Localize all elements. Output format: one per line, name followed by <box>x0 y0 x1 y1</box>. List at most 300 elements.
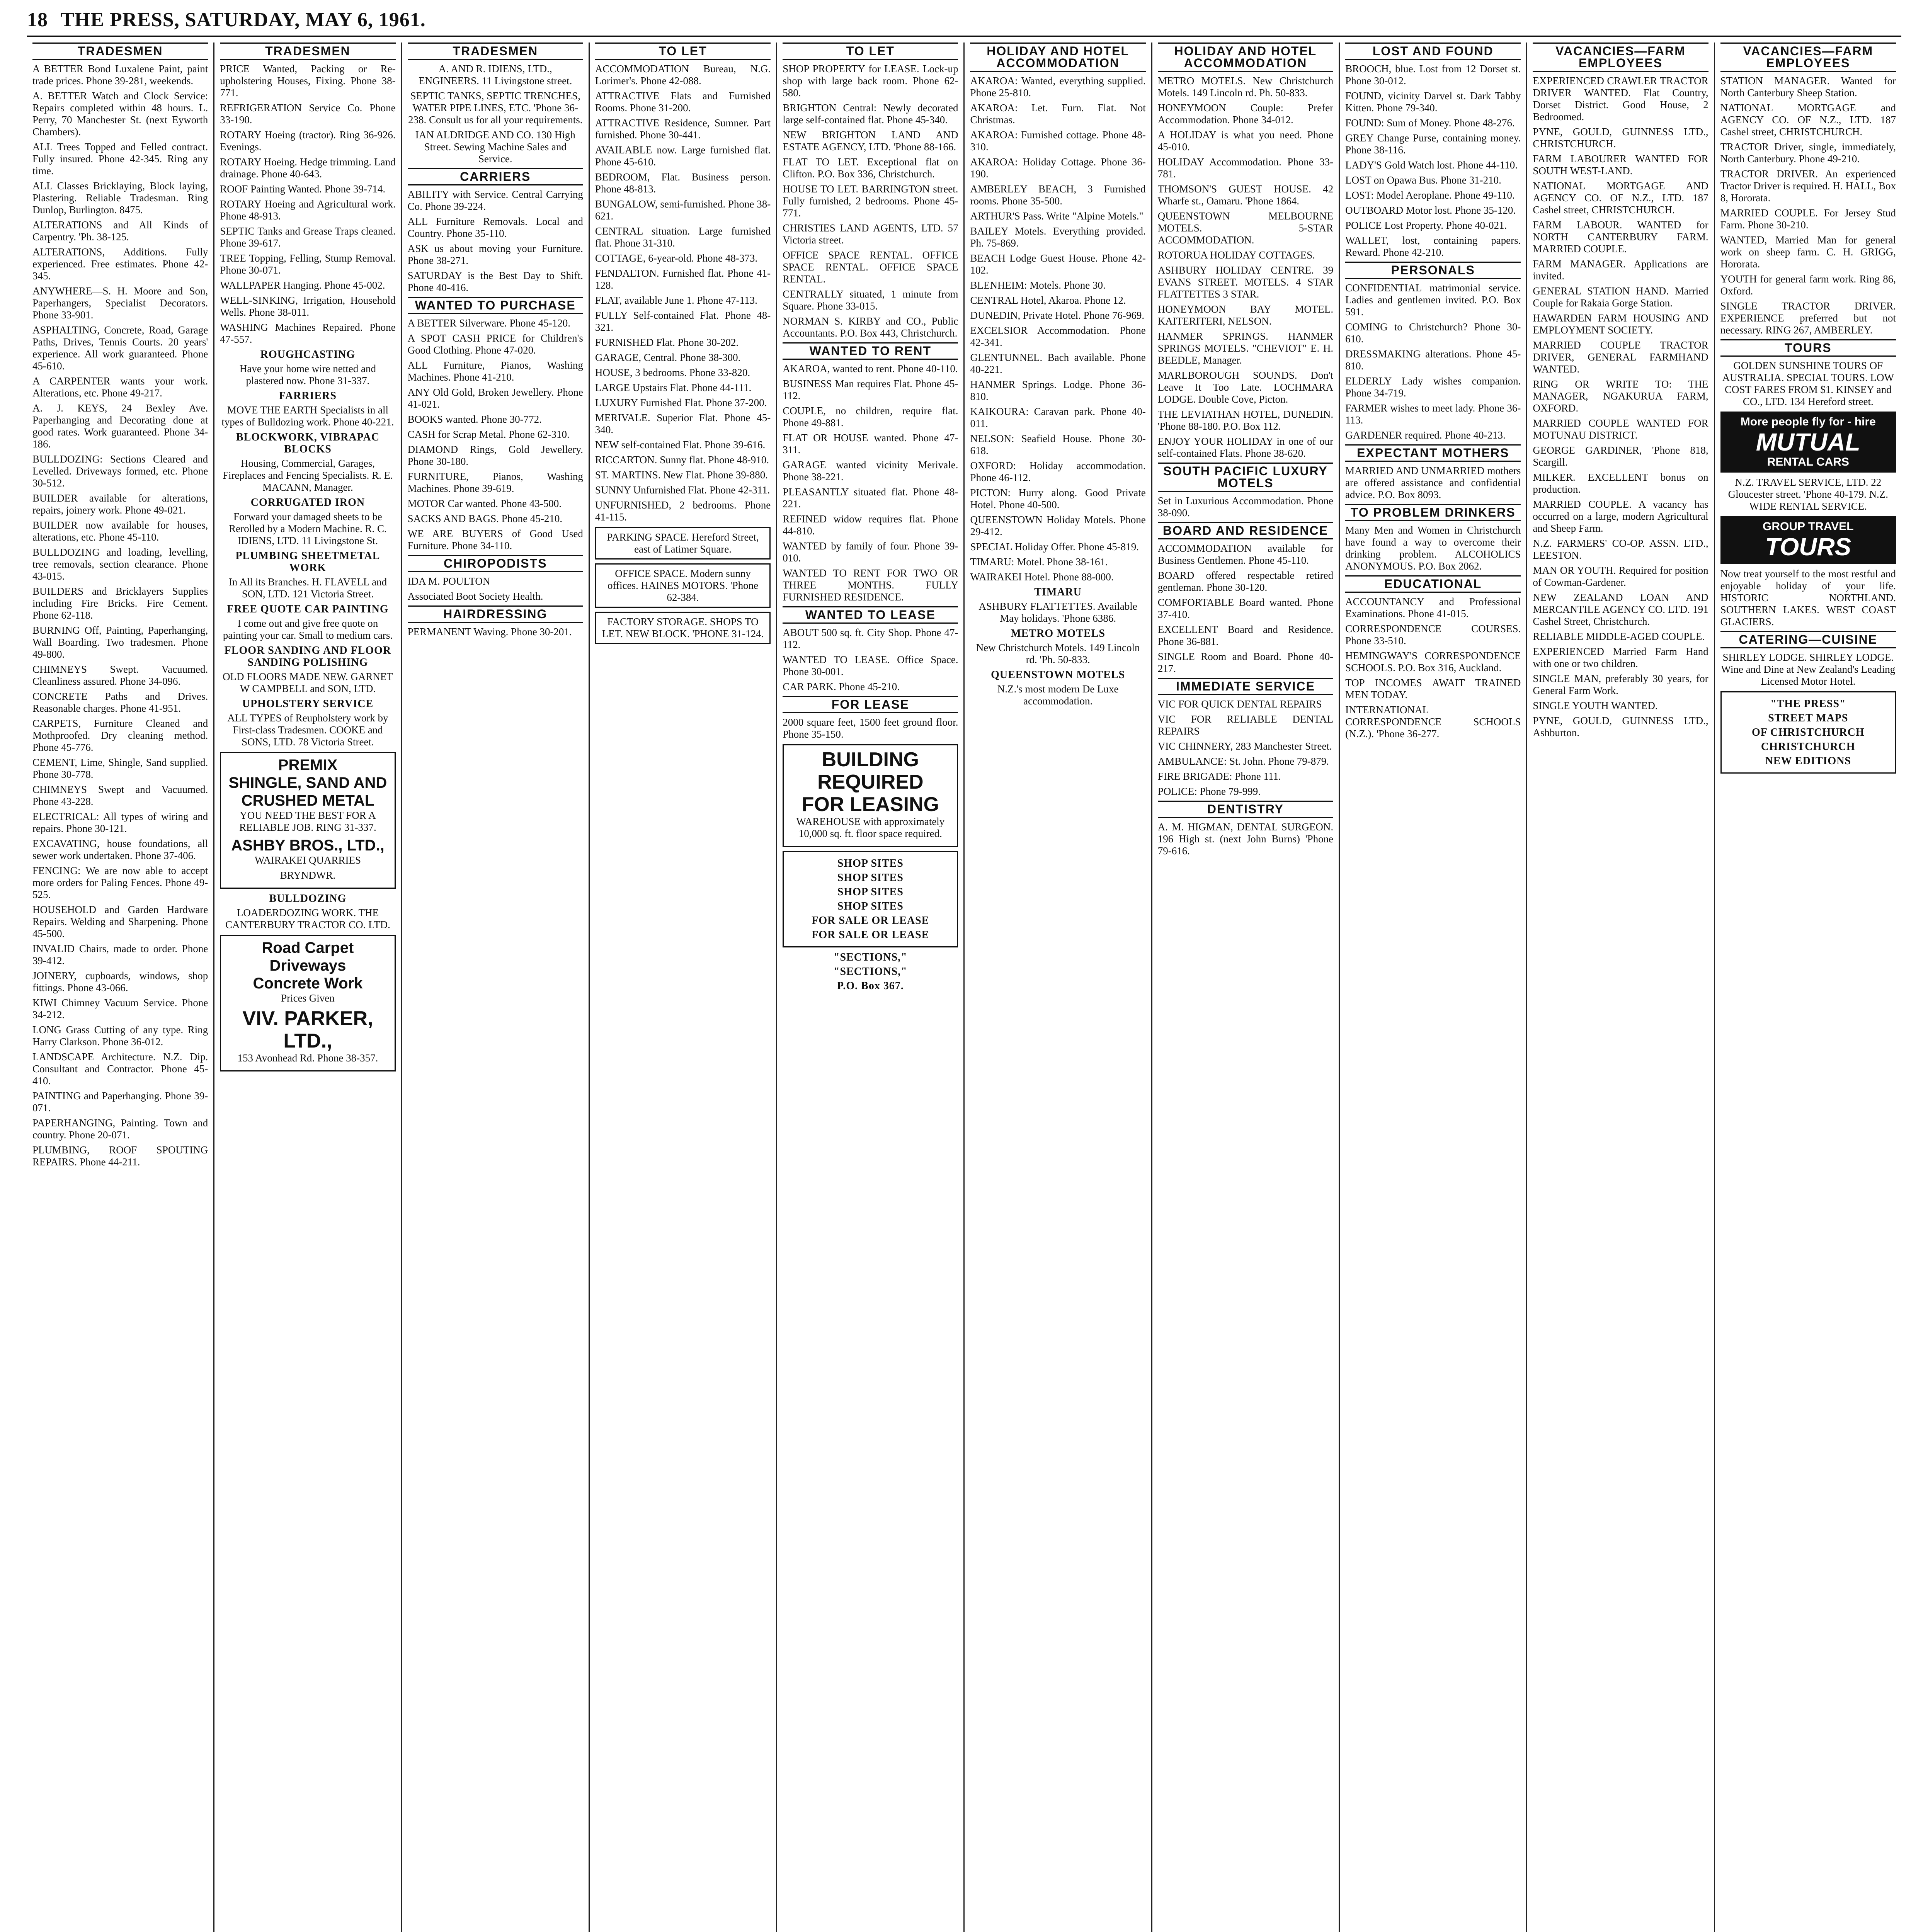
classified-ad: METRO MOTELS. New Christchurch Motels. 149 Lincoln rd. Ph. 50-833. <box>1157 75 1334 99</box>
classified-ad: NEW ZEALAND LOAN AND MERCANTILE AGENCY CO. LTD. 191 Cashel Street, Christchurch. <box>1533 592 1708 627</box>
section-heading: TO PROBLEM DRINKERS <box>1345 504 1521 521</box>
classified-ad: HONEYMOON BAY MOTEL. KAITERITERI, NELSON. <box>1157 303 1334 327</box>
classified-ad: TOP INCOMES AWAIT TRAINED MEN TODAY. <box>1345 677 1521 701</box>
classified-ad: TIMARU: Motel. Phone 38-161. <box>970 556 1108 568</box>
column-4 <box>590 43 777 1932</box>
display-ad-parking: PARKING SPACE. Hereford Street, east of Latimer Square. <box>595 527 771 560</box>
block-ad-body: N.Z.'s most modern De Luxe accommodation. <box>997 683 1119 707</box>
sub-heading: METRO MOTELS <box>1011 628 1105 639</box>
block-ad-body: Housing, Commercial, Garages, Fireplaces and Fencing Specialists. R. E. MACANN, Manager. <box>222 457 393 493</box>
classified-ad: SINGLE TRACTOR DRIVER. EXPERIENCE preferred but not necessary. RING 267, AMBERLEY. <box>1720 300 1896 336</box>
classified-ad: BUILDER now available for houses, alterations, etc. Phone 45-110. <box>32 519 208 543</box>
classified-ad: ALL Furniture Removals. Local and Country. Phone 35-110. <box>407 216 583 239</box>
column-9 <box>1527 43 1715 1932</box>
display-ad-building-required <box>783 744 958 847</box>
classified-ad: CHIMNEYS Swept and Vacuumed. Phone 43-228. <box>32 784 208 807</box>
classified-ad: PICTON: Hurry along. Good Private Hotel. Phone 40-500. <box>970 487 1146 510</box>
classified-ad: SINGLE MAN, preferably 30 years, for General Farm Work. <box>1533 673 1708 696</box>
classified-ad: WALLPAPER Hanging. Phone 45-002. <box>220 279 385 291</box>
classified-ad: RICCARTON. Sunny flat. Phone 48-910. <box>595 454 769 466</box>
classified-ad: ANY Old Gold, Broken Jewellery. Phone 41-021. <box>407 386 583 410</box>
column-6 <box>965 43 1152 1932</box>
classified-ad: FURNITURE, Pianos, Washing Machines. Phone 39-619. <box>407 471 583 494</box>
block-ad-body: LOADERDOZING WORK. THE CANTERBURY TRACTOR CO. LTD. <box>225 907 390 930</box>
classified-ad: AMBERLEY BEACH, 3 Furnished rooms. Phone 35-500. <box>970 183 1146 207</box>
classified-ad: PYNE, GOULD, GUINNESS LTD., CHRISTCHURCH. <box>1533 126 1708 150</box>
display-line: PREMIX <box>278 757 338 774</box>
classified-ad: BURNING Off, Painting, Paperhanging, Wall Boarding. Two tradesmen. Phone 49-800. <box>32 624 208 660</box>
classified-ad: ALTERATIONS and All Kinds of Carpentry. 'Ph. 38-125. <box>32 219 208 243</box>
classified-ad: FARM MANAGER. Applications are invited. <box>1533 258 1708 282</box>
classified-ad: MARRIED COUPLE. A vacancy has occurred on a large, modern Agricultural and Sheep Farm. <box>1533 498 1708 534</box>
street-maps-ad <box>1720 691 1896 774</box>
classified-ad: Many Men and Women in Christchurch have found a way to overcome their drinking problem. ALCOHOLICS ANONYMOUS. P.O. Box 2062. <box>1345 524 1521 572</box>
classified-ad: DUNEDIN, Private Hotel. Phone 76-969. <box>970 310 1145 321</box>
classified-ad: NORMAN S. KIRBY and CO., Public Accountants. P.O. Box 443, Christchurch. <box>783 315 958 339</box>
group-travel-logo <box>1720 516 1896 564</box>
section-heading: HAIRDRESSING <box>408 605 583 623</box>
classified-ad: MILKER. EXCELLENT bonus on production. <box>1533 471 1708 495</box>
column-10 <box>1715 43 1901 1932</box>
section-heading: LOST AND FOUND <box>1345 43 1521 60</box>
section-heading: CARRIERS <box>408 168 583 185</box>
display-line: NEW EDITIONS <box>1765 755 1851 767</box>
classified-ad: N.Z. FARMERS' CO-OP. ASSN. LTD., LEESTON. <box>1533 537 1708 561</box>
section-heading: TO LET <box>783 43 958 60</box>
classified-ad: LADY'S Gold Watch lost. Phone 44-110. <box>1345 159 1518 171</box>
classified-ad: BULLDOZING: Sections Cleared and Levelled. Driveways formed, etc. Phone 30-512. <box>32 453 208 489</box>
classified-ad: BULLDOZING and loading, levelling, tree removals, section clearance. Phone 43-015. <box>32 546 208 582</box>
classified-ad: BEACH Lodge Guest House. Phone 42-102. <box>970 252 1146 276</box>
section-heading: CHIROPODISTS <box>408 555 583 572</box>
classified-ad: ASPHALTING, Concrete, Road, Garage Paths, Drives, Tennis Courts. 20 years' experience. All work guaranteed. Phone 45-610. <box>32 324 208 372</box>
sub-heading: BLOCKWORK, VIBRAPAC BLOCKS <box>236 431 379 455</box>
classified-ad: IDA M. POULTON <box>407 575 490 587</box>
classified-ad: ABILITY with Service. Central Carrying Co. Phone 39-224. <box>407 189 583 212</box>
classified-ad: BOARD offered respectable retired gentleman. Phone 30-120. <box>1157 570 1334 593</box>
display-small: Prices Given <box>281 992 335 1004</box>
classified-ad: CONCRETE Paths and Drives. Reasonable charges. Phone 41-951. <box>32 690 208 714</box>
classified-ad: ANYWHERE—S. H. Moore and Son, Paperhangers, Specialist Decorators. Phone 33-901. <box>32 285 208 321</box>
page-number: 18 <box>27 9 48 31</box>
section-heading: PERSONALS <box>1345 262 1521 279</box>
classified-ad: COMFORTABLE Board wanted. Phone 37-410. <box>1157 597 1334 620</box>
classified-ad: A. BETTER Watch and Clock Service: Repairs completed within 48 hours. L. Perry, 70 Manchester St. (next Eyworth Chambers). <box>32 90 208 138</box>
classified-ad: NELSON: Seafield House. Phone 30-618. <box>970 433 1146 456</box>
classified-ad: ACCOMMODATION available for Business Gentlemen. Phone 45-110. <box>1157 543 1334 566</box>
mutual-rental-logo <box>1720 412 1896 473</box>
classified-ad: BLENHEIM: Motels. Phone 30. <box>970 279 1106 291</box>
classified-ad: HEMINGWAY'S CORRESPONDENCE SCHOOLS. P.O. Box 316, Auckland. <box>1345 650 1521 673</box>
classified-ad: VIC FOR QUICK DENTAL REPAIRS <box>1157 698 1322 710</box>
classified-ad: LARGE Upstairs Flat. Phone 44-111. <box>595 382 752 393</box>
classified-ad: CAR PARK. Phone 45-210. <box>783 681 900 692</box>
sub-heading: ROUGHCASTING <box>260 349 356 361</box>
classified-ad: FLAT OR HOUSE wanted. Phone 47-311. <box>783 432 958 456</box>
classified-ad: ASHBURY HOLIDAY CENTRE. 39 EVANS STREET. MOTELS. 4 STAR FLATTETTES 3 STAR. <box>1157 264 1334 300</box>
classified-ad: CORRESPONDENCE COURSES. Phone 33-510. <box>1345 623 1521 646</box>
classified-ad: WELL-SINKING, Irrigation, Household Wells. Phone 38-011. <box>220 294 396 318</box>
classified-ad: BUNGALOW, semi-furnished. Phone 38-621. <box>595 198 771 222</box>
logo-line: GROUP TRAVEL <box>1763 520 1854 533</box>
display-line: OF CHRISTCHURCH <box>1751 726 1865 738</box>
classified-ad: FARM LABOUR. WANTED for NORTH CANTERBURY FARM. MARRIED COUPLE. <box>1533 219 1708 255</box>
display-line: LTD., <box>283 1030 332 1052</box>
classified-ad: DIAMOND Rings, Gold Jewellery. Phone 30-180. <box>407 444 583 467</box>
classified-ad: BUILDERS and Bricklayers Supplies including Fire Bricks. Fire Cement. Phone 62-118. <box>32 585 208 621</box>
engineers-ad: SEPTIC TANKS, SEPTIC TRENCHES, WATER PIPE LINES, ETC. 'Phone 36-238. Consult us for all your requirements. <box>408 90 583 126</box>
section-heading: TRADESMEN <box>220 43 395 60</box>
classified-ad: SINGLE Room and Board. Phone 40-217. <box>1157 651 1334 674</box>
classified-ad: Associated Boot Society Health. <box>407 590 543 602</box>
classified-ad: FOUND, vicinity Darvel st. Dark Tabby Kitten. Phone 79-340. <box>1345 90 1521 114</box>
block-ad-body: Forward your damaged sheets to be Rerolled by a Modern Machine. R. C. IDIENS, LTD. 11 Livingstone St. <box>229 511 387 546</box>
section-heading: TRADESMEN <box>32 43 208 60</box>
section-heading: WANTED TO PURCHASE <box>408 297 583 314</box>
page-masthead <box>27 9 1901 37</box>
display-line: SHOP SITES <box>837 857 904 869</box>
section-heading: TRADESMEN <box>408 43 583 60</box>
section-heading: DENTISTRY <box>1158 801 1333 818</box>
classified-ad: MARRIED AND UNMARRIED mothers are offered assistance and confidential advice. P.O. Box 8093. <box>1345 465 1521 500</box>
classified-ad: REFINED widow requires flat. Phone 44-810. <box>783 513 958 537</box>
classified-ad: QUEENSTOWN MELBOURNE MOTELS. 5-STAR ACCOMMODATION. <box>1157 210 1334 246</box>
classified-ad: QUEENSTOWN Holiday Motels. Phone 29-412. <box>970 514 1146 537</box>
section-heading: EDUCATIONAL <box>1345 575 1521 593</box>
classified-ad: OXFORD: Holiday accommodation. Phone 46-112. <box>970 460 1146 483</box>
display-line: SHINGLE, SAND AND <box>228 774 387 791</box>
classified-ad: COMING to Christchurch? Phone 30-610. <box>1345 321 1521 345</box>
classified-ad: ALL Furniture, Pianos, Washing Machines. Phone 41-210. <box>407 359 583 383</box>
classified-ad: BUSINESS Man requires Flat. Phone 45-112. <box>783 378 958 401</box>
classified-ad: GENERAL STATION HAND. Married Couple for Rakaia Gorge Station. <box>1533 285 1708 309</box>
section-heading: BOARD AND RESIDENCE <box>1158 522 1333 539</box>
classified-ad: COUPLE, no children, require flat. Phone 49-881. <box>783 405 958 429</box>
display-line: FOR SALE OR LEASE <box>812 929 929 941</box>
display-ad-road-carpet <box>220 935 395 1071</box>
classified-ad: 2000 square feet, 1500 feet ground floor. Phone 35-150. <box>783 716 958 740</box>
display-line: FOR SALE OR LEASE <box>812 915 929 927</box>
classified-ad: JOINERY, cupboards, windows, shop fittings. Phone 43-066. <box>32 970 208 993</box>
classified-ad: CONFIDENTIAL matrimonial service. Ladies and gentlemen invited. P.O. Box 591. <box>1345 282 1521 318</box>
classified-ad: ACCOMMODATION Bureau, N.G. Lorimer's. Phone 42-088. <box>595 63 771 87</box>
section-heading: EXPECTANT MOTHERS <box>1345 444 1521 462</box>
section-heading: VACANCIES—FARM EMPLOYEES <box>1533 43 1708 72</box>
classified-ad: ROTORUA HOLIDAY COTTAGES. <box>1157 249 1315 261</box>
classified-ad: WANTED, Married Man for general work on sheep farm. C. H. GRIGG, Hororata. <box>1720 234 1896 270</box>
classified-ad: WE ARE BUYERS of Good Used Furniture. Phone 34-110. <box>407 528 583 551</box>
classified-ad: HOUSE, 3 bedrooms. Phone 33-820. <box>595 367 750 378</box>
classified-ad: BRIGHTON Central: Newly decorated large self-contained flat. Phone 45-340. <box>783 102 958 126</box>
display-line: BUILDING REQUIRED <box>817 748 924 793</box>
display-ad-factory: FACTORY STORAGE. SHOPS TO LET. NEW BLOCK. 'PHONE 31-124. <box>595 612 771 644</box>
classified-ad: INVALID Chairs, made to order. Phone 39-412. <box>32 943 208 966</box>
section-heading: CATERING—CUISINE <box>1720 631 1896 648</box>
classified-ad: LOST: Model Aeroplane. Phone 49-110. <box>1345 189 1515 201</box>
display-ad-sections <box>783 951 958 992</box>
classified-ad: ABOUT 500 sq. ft. City Shop. Phone 47-112. <box>783 627 958 650</box>
classified-ad: SHOP PROPERTY for LEASE. Lock-up shop with large back room. Phone 62-580. <box>783 63 958 99</box>
masthead-title: THE PRESS, SATURDAY, MAY 6, 1961. <box>61 9 426 31</box>
classified-ad: SPECIAL Holiday Offer. Phone 45-819. <box>970 541 1139 553</box>
catering-ad: SHIRLEY LODGE. SHIRLEY LODGE. Wine and Dine at New Zealand's Leading Licensed Motor Hotel. <box>1721 651 1896 687</box>
classified-ad: A BETTER Bond Luxalene Paint, paint trade prices. Phone 39-281, weekends. <box>32 63 208 87</box>
classified-ad: ENJOY YOUR HOLIDAY in one of our self-contained Flats. Phone 38-620. <box>1157 435 1334 459</box>
display-line: SHOP SITES <box>837 886 904 898</box>
display-line: VIV. PARKER, <box>242 1007 373 1030</box>
classified-ad: RING OR WRITE TO: THE MANAGER, NGAKURUA FARM, OXFORD. <box>1533 378 1708 414</box>
classified-ad: A SPOT CASH PRICE for Children's Good Clothing. Phone 47-020. <box>407 332 583 356</box>
classified-ad: GARAGE, Central. Phone 38-300. <box>595 352 741 363</box>
classified-ad: HANMER SPRINGS. HANMER SPRINGS MOTELS. "CHEVIOT" E. H. BEEDLE, Manager. <box>1157 330 1334 366</box>
classified-ad: PAPERHANGING, Painting. Town and country. Phone 20-071. <box>32 1117 208 1141</box>
classified-ad: ROTARY Hoeing (tractor). Ring 36-926. Evenings. <box>220 129 396 153</box>
classified-ad: VIC CHINNERY, 283 Manchester Street. <box>1157 740 1332 752</box>
classified-ad: BEDROOM, Flat. Business person. Phone 48-813. <box>595 171 771 195</box>
logo-line: TOURS <box>1765 533 1851 561</box>
classified-ad: ALTERATIONS, Additions. Fully experienced. Free estimates. Phone 42-345. <box>32 246 208 282</box>
classified-ad: AKAROA: Furnished cottage. Phone 48-310. <box>970 129 1146 153</box>
display-line: Road Carpet <box>262 939 354 956</box>
classified-ad: STATION MANAGER. Wanted for North Canterbury Sheep Station. <box>1720 75 1896 99</box>
classified-ad: ALL Trees Topped and Felled contract. Fully insured. Phone 42-345. Ring any time. <box>32 141 208 177</box>
display-line: P.O. Box 367. <box>837 980 904 992</box>
classified-ad: BUILDER available for alterations, repairs, joinery work. Phone 49-021. <box>32 492 208 516</box>
sub-heading: BULLDOZING <box>269 893 347 905</box>
classified-ad: CARPETS, Furniture Cleaned and Mothproofed. Dry cleaning method. Phone 45-776. <box>32 718 208 753</box>
block-ad-body: I come out and give free quote on painting your car. Small to medium cars. <box>223 617 393 641</box>
classified-ad: HANMER Springs. Lodge. Phone 36-810. <box>970 379 1146 402</box>
section-heading: HOLIDAY AND HOTEL ACCOMMODATION <box>970 43 1145 72</box>
classified-ad: EXCELLENT Board and Residence. Phone 36-881. <box>1157 624 1334 647</box>
classified-ad: COTTAGE, 6-year-old. Phone 48-373. <box>595 252 758 264</box>
display-line: "SECTIONS," <box>833 951 907 963</box>
column-7 <box>1152 43 1340 1932</box>
display-line: ASHBY BROS., LTD., <box>231 837 385 854</box>
classified-ad: FLAT TO LET. Exceptional flat on Clifton. P.O. Box 336, Christchurch. <box>783 156 958 180</box>
classified-ad: ATTRACTIVE Flats and Furnished Rooms. Phone 31-200. <box>595 90 771 114</box>
classified-ad: WANTED TO RENT FOR TWO OR THREE MONTHS. FULLY FURNISHED RESIDENCE. <box>783 567 958 603</box>
display-line: CHRISTCHURCH <box>1761 741 1855 753</box>
classified-ad: HOUSE TO LET. BARRINGTON street. Fully furnished, 2 bedrooms. Phone 45-771. <box>783 183 958 219</box>
classified-ad: EXPERIENCED CRAWLER TRACTOR DRIVER WANTED. Flat Country, Dorset District. Good House, 2 Bedroomed. <box>1533 75 1708 122</box>
classified-ad: EXCAVATING, house foundations, all sewer work undertaken. Phone 37-406. <box>32 838 208 861</box>
display-small: 153 Avonhead Rd. Phone 38-357. <box>237 1052 378 1064</box>
classified-ad: LONG Grass Cutting of any type. Ring Harry Clarkson. Phone 36-012. <box>32 1024 208 1048</box>
classified-ad: Set in Luxurious Accommodation. Phone 38-090. <box>1157 495 1334 519</box>
classified-ad: OUTBOARD Motor lost. Phone 35-120. <box>1345 204 1516 216</box>
engineers-ad: IAN ALDRIDGE AND CO. 130 High Street. Sewing Machine Sales and Service. <box>415 129 575 165</box>
classified-ad: PYNE, GOULD, GUINNESS LTD., Ashburton. <box>1533 715 1708 738</box>
display-line: Driveways <box>269 957 346 974</box>
block-ad-body: Have your home wire netted and plastered now. Phone 31-337. <box>239 363 376 386</box>
classified-ad: SEPTIC Tanks and Grease Traps cleaned. Phone 39-617. <box>220 225 396 249</box>
classified-ad: VIC FOR RELIABLE DENTAL REPAIRS <box>1157 713 1334 737</box>
classified-ad: FARMER wishes to meet lady. Phone 36-113. <box>1345 402 1521 426</box>
classified-ad: EXCELSIOR Accommodation. Phone 42-341. <box>970 325 1146 348</box>
sub-heading: PLUMBING SHEETMETAL WORK <box>235 550 380 574</box>
classified-ad: INTERNATIONAL CORRESPONDENCE SCHOOLS (N.Z.). 'Phone 36-277. <box>1345 704 1521 740</box>
sub-heading: TIMARU <box>1034 586 1082 598</box>
classified-ad: SINGLE YOUTH WANTED. <box>1533 700 1658 711</box>
classified-ad: WAIRAKEI Hotel. Phone 88-000. <box>970 571 1114 583</box>
classified-ad: THOMSON'S GUEST HOUSE. 42 Wharfe st., Oamaru. 'Phone 1864. <box>1157 183 1334 207</box>
classified-ad: NEW BRIGHTON LAND AND ESTATE AGENCY, LTD. 'Phone 88-166. <box>783 129 958 153</box>
classified-ad: MARRIED COUPLE WANTED FOR MOTUNAU DISTRICT. <box>1533 417 1708 441</box>
sub-heading: FARRIERS <box>279 390 337 402</box>
classified-ad: TRACTOR Driver, single, immediately, North Canterbury. Phone 49-210. <box>1720 141 1896 165</box>
block-ad-body: ASHBURY FLATTETTES. Available May holidays. 'Phone 6386. <box>978 600 1137 624</box>
display-line: "THE PRESS" <box>1770 698 1846 710</box>
block-ad-body: In All its Branches. H. FLAVELL and SON, LTD. 121 Victoria Street. <box>228 576 387 600</box>
classified-ad: AKAROA: Wanted, everything supplied. Phone 25-810. <box>970 75 1146 99</box>
engineers-ad: A. AND R. IDIENS, LTD., ENGINEERS. 11 Livingstone street. <box>419 63 572 87</box>
classified-ad: ARTHUR'S Pass. Write "Alpine Motels." <box>970 210 1144 222</box>
travel-service-ad: N.Z. TRAVEL SERVICE, LTD. 22 Gloucester street. 'Phone 40-179. N.Z. WIDE RENTAL SERVICE. <box>1728 476 1888 512</box>
sub-heading: QUEENSTOWN MOTELS <box>991 669 1125 681</box>
classified-ad: FENDALTON. Furnished flat. Phone 41-128. <box>595 267 771 291</box>
classified-ad: A. M. HIGMAN, DENTAL SURGEON. 196 High st. (next John Burns) 'Phone 79-616. <box>1157 821 1334 857</box>
classified-ad: A CARPENTER wants your work. Alterations, etc. Phone 49-217. <box>32 375 208 399</box>
classified-ad: NATIONAL MORTGAGE and AGENCY CO. OF N.Z., LTD. 187 Cashel street, CHRISTCHURCH. <box>1720 102 1896 138</box>
classified-ad: THE LEVIATHAN HOTEL, DUNEDIN. 'Phone 88-180. P.O. Box 112. <box>1157 408 1334 432</box>
classified-ad: OFFICE SPACE RENTAL. OFFICE SPACE RENTAL. OFFICE SPACE RENTAL. <box>783 249 958 285</box>
classified-ad: CASH for Scrap Metal. Phone 62-310. <box>407 429 570 440</box>
classified-ad: AVAILABLE now. Large furnished flat. Phone 45-610. <box>595 144 771 168</box>
classified-ad: MAN OR YOUTH. Required for position of Cowman-Gardener. <box>1533 565 1708 588</box>
sub-heading: FLOOR SANDING AND FLOOR SANDING POLISHING <box>224 645 391 668</box>
classified-ad: HOLIDAY Accommodation. Phone 33-781. <box>1157 156 1334 180</box>
classified-ad: EXPERIENCED Married Farm Hand with one or two children. <box>1533 646 1708 669</box>
classified-ad: NEW self-contained Flat. Phone 39-616. <box>595 439 766 451</box>
classified-ad: PLEASANTLY situated flat. Phone 48-221. <box>783 486 958 510</box>
classified-ad: LANDSCAPE Architecture. N.Z. Dip. Consultant and Contractor. Phone 45-410. <box>32 1051 208 1087</box>
classified-ad: ROTARY Hoeing and Agricultural work. Phone 48-913. <box>220 198 396 222</box>
logo-line: More people fly for - hire <box>1740 415 1876 428</box>
classified-ad: GLENTUNNEL. Bach available. Phone 40-221. <box>970 352 1146 375</box>
group-travel-body: Now treat yourself to the most restful and enjoyable holiday of your life. HISTORIC NORTHLAND. SOUTHERN LAKES. WEST COAST GLACIERS. <box>1720 568 1896 628</box>
classified-ad: A. J. KEYS, 24 Bexley Ave. Paperhanging and Decorating done at good rates. Work guaranteed. Phone 34-186. <box>32 402 208 450</box>
classified-ad: ELDERLY Lady wishes companion. Phone 34-719. <box>1345 375 1521 399</box>
classified-ad: FARM LABOURER WANTED FOR SOUTH WEST-LAND. <box>1533 153 1708 177</box>
classified-ad: MERIVALE. Superior Flat. Phone 45-340. <box>595 412 771 435</box>
section-heading: SOUTH PACIFIC LUXURY MOTELS <box>1158 463 1333 492</box>
classified-ad: AKAROA, wanted to rent. Phone 40-110. <box>783 363 958 374</box>
classified-ad: GARAGE wanted vicinity Merivale. Phone 38-221. <box>783 459 958 483</box>
classified-ad: CHIMNEYS Swept. Vacuumed. Cleanliness assured. Phone 34-096. <box>32 663 208 687</box>
classified-ad: AMBULANCE: St. John. Phone 79-879. <box>1157 755 1329 767</box>
display-small: WAREHOUSE with approximately 10,000 sq. ft. floor space required. <box>796 816 945 839</box>
block-ad-body: MOVE THE EARTH Specialists in all types of Bulldozing work. Phone 40-221. <box>221 404 394 428</box>
classified-ad: AKAROA: Let. Furn. Flat. Not Christmas. <box>970 102 1146 126</box>
classified-ad: RELIABLE MIDDLE-AGED COUPLE. <box>1533 631 1705 642</box>
classified-ad: FLAT, available June 1. Phone 47-113. <box>595 294 757 306</box>
classified-ad: WALLET, lost, containing papers. Reward. Phone 42-210. <box>1345 235 1521 258</box>
block-ad-body: ALL TYPES of Reupholstery work by First-class Tradesmen. COOKE and SONS, LTD. 78 Victoria Street. <box>227 712 388 748</box>
classified-ad: FOUND: Sum of Money. Phone 48-276. <box>1345 117 1515 129</box>
sub-heading: FREE QUOTE CAR PAINTING <box>227 603 389 615</box>
block-ad-body: OLD FLOORS MADE NEW. GARNET W CAMPBELL and SON, LTD. <box>223 671 393 694</box>
classified-ad: WASHING Machines Repaired. Phone 47-557. <box>220 321 396 345</box>
classified-ad: CHRISTIES LAND AGENTS, LTD. 57 Victoria street. <box>783 222 958 246</box>
display-ad-shop-sites <box>783 851 958 947</box>
classified-ad: PRICE Wanted, Packing or Re-upholstering Houses, Fixing. Phone 38-771. <box>220 63 396 99</box>
classified-ad: CEMENT, Lime, Shingle, Sand supplied. Phone 30-778. <box>32 757 208 780</box>
classified-ad: GARDENER required. Phone 40-213. <box>1345 429 1506 441</box>
display-ad-office: OFFICE SPACE. Modern sunny offices. HAINES MOTORS. 'Phone 62-384. <box>595 563 771 608</box>
classified-ad: BOOKS wanted. Phone 30-772. <box>407 413 542 425</box>
classified-ad: PERMANENT Waving. Phone 30-201. <box>407 626 572 638</box>
classified-ad: FENCING: We are now able to accept more orders for Paling Fences. Phone 49-525. <box>32 865 208 900</box>
display-line: STREET MAPS <box>1768 712 1848 724</box>
classified-columns <box>27 43 1901 1932</box>
column-2 <box>214 43 402 1932</box>
classified-ad: PLUMBING, ROOF SPOUTING REPAIRS. Phone 44-211. <box>32 1144 208 1168</box>
classified-ad: KIWI Chimney Vacuum Service. Phone 34-212. <box>32 997 208 1020</box>
classified-ad: A HOLIDAY is what you need. Phone 45-010. <box>1157 129 1334 153</box>
logo-line: MUTUAL <box>1756 428 1860 456</box>
classified-ad: CENTRAL situation. Large furnished flat. Phone 31-310. <box>595 225 771 249</box>
classified-ad: BROOCH, blue. Lost from 12 Dorset st. Phone 30-012. <box>1345 63 1521 87</box>
block-ad-body: New Christchurch Motels. 149 Lincoln rd. 'Ph. 50-833. <box>976 642 1140 665</box>
classified-ad: ROOF Painting Wanted. Phone 39-714. <box>220 183 386 195</box>
classified-ad: HONEYMOON Couple: Prefer Accommodation. Phone 34-012. <box>1157 102 1334 126</box>
classified-ad: GREY Change Purse, containing money. Phone 38-116. <box>1345 132 1521 156</box>
column-8 <box>1340 43 1527 1932</box>
classified-ad: SATURDAY is the Best Day to Shift. Phone 40-416. <box>407 270 583 293</box>
classified-ad: POLICE: Phone 79-999. <box>1157 786 1261 797</box>
column-1 <box>27 43 214 1932</box>
classified-ad: GEORGE GARDINER, 'Phone 818, Scargill. <box>1533 444 1708 468</box>
classified-ad: TREE Topping, Felling, Stump Removal. Phone 30-071. <box>220 252 396 276</box>
column-3 <box>402 43 590 1932</box>
classified-ad: REFRIGERATION Service Co. Phone 33-190. <box>220 102 396 126</box>
classified-ad: PAINTING and Paperhanging. Phone 39-071. <box>32 1090 208 1114</box>
section-heading: TOURS <box>1720 339 1896 357</box>
classified-ad: FIRE BRIGADE: Phone 111. <box>1157 770 1281 782</box>
classified-ad: CENTRALLY situated, 1 minute from Square. Phone 33-015. <box>783 288 958 312</box>
classified-ad: UNFURNISHED, 2 bedrooms. Phone 41-115. <box>595 499 771 523</box>
classified-ad: DRESSMAKING alterations. Phone 45-810. <box>1345 348 1521 372</box>
column-5 <box>777 43 965 1932</box>
classified-ad: A BETTER Silverware. Phone 45-120. <box>407 317 571 329</box>
classified-ad: ATTRACTIVE Residence, Sumner. Part furnished. Phone 30-441. <box>595 117 771 141</box>
sub-heading: CORRUGATED IRON <box>250 497 365 509</box>
classified-ad: MOTOR Car wanted. Phone 43-500. <box>407 498 562 509</box>
sub-heading: UPHOLSTERY SERVICE <box>242 698 374 710</box>
classified-ad: YOUTH for general farm work. Ring 86, Oxford. <box>1720 273 1896 297</box>
classified-ad: CENTRAL Hotel, Akaroa. Phone 12. <box>970 294 1126 306</box>
display-line: Concrete Work <box>253 975 363 992</box>
section-heading: IMMEDIATE SERVICE <box>1158 678 1333 695</box>
section-heading: WANTED TO RENT <box>783 342 958 360</box>
classified-ad: MARRIED COUPLE. For Jersey Stud Farm. Phone 30-210. <box>1720 207 1896 231</box>
classified-ad: ROTARY Hoeing. Hedge trimming. Land drainage. Phone 40-643. <box>220 156 396 180</box>
classified-ad: POLICE Lost Property. Phone 40-021. <box>1345 219 1507 231</box>
classified-ad: HAWARDEN FARM HOUSING AND EMPLOYMENT SOCIETY. <box>1533 312 1708 336</box>
display-small: BRYNDWR. <box>280 869 336 881</box>
classified-ad: NATIONAL MORTGAGE AND AGENCY CO. OF N.Z., LTD. 187 Cashel street, CHRISTCHURCH. <box>1533 180 1708 216</box>
section-heading: FOR LEASE <box>783 696 958 713</box>
classified-ad: BAILEY Motels. Everything provided. Ph. 75-869. <box>970 225 1146 249</box>
classified-ad: ACCOUNTANCY and Professional Examinations. Phone 41-015. <box>1345 596 1521 619</box>
display-line: CRUSHED METAL <box>241 792 374 809</box>
classified-ad: WANTED by family of four. Phone 39-010. <box>783 540 958 564</box>
display-line: "SECTIONS," <box>833 966 907 978</box>
classified-ad: SUNNY Unfurnished Flat. Phone 42-311. <box>595 484 770 496</box>
classified-ad: MARRIED COUPLE TRACTOR DRIVER, GENERAL FARMHAND WANTED. <box>1533 339 1708 375</box>
section-heading: WANTED TO LEASE <box>783 606 958 624</box>
